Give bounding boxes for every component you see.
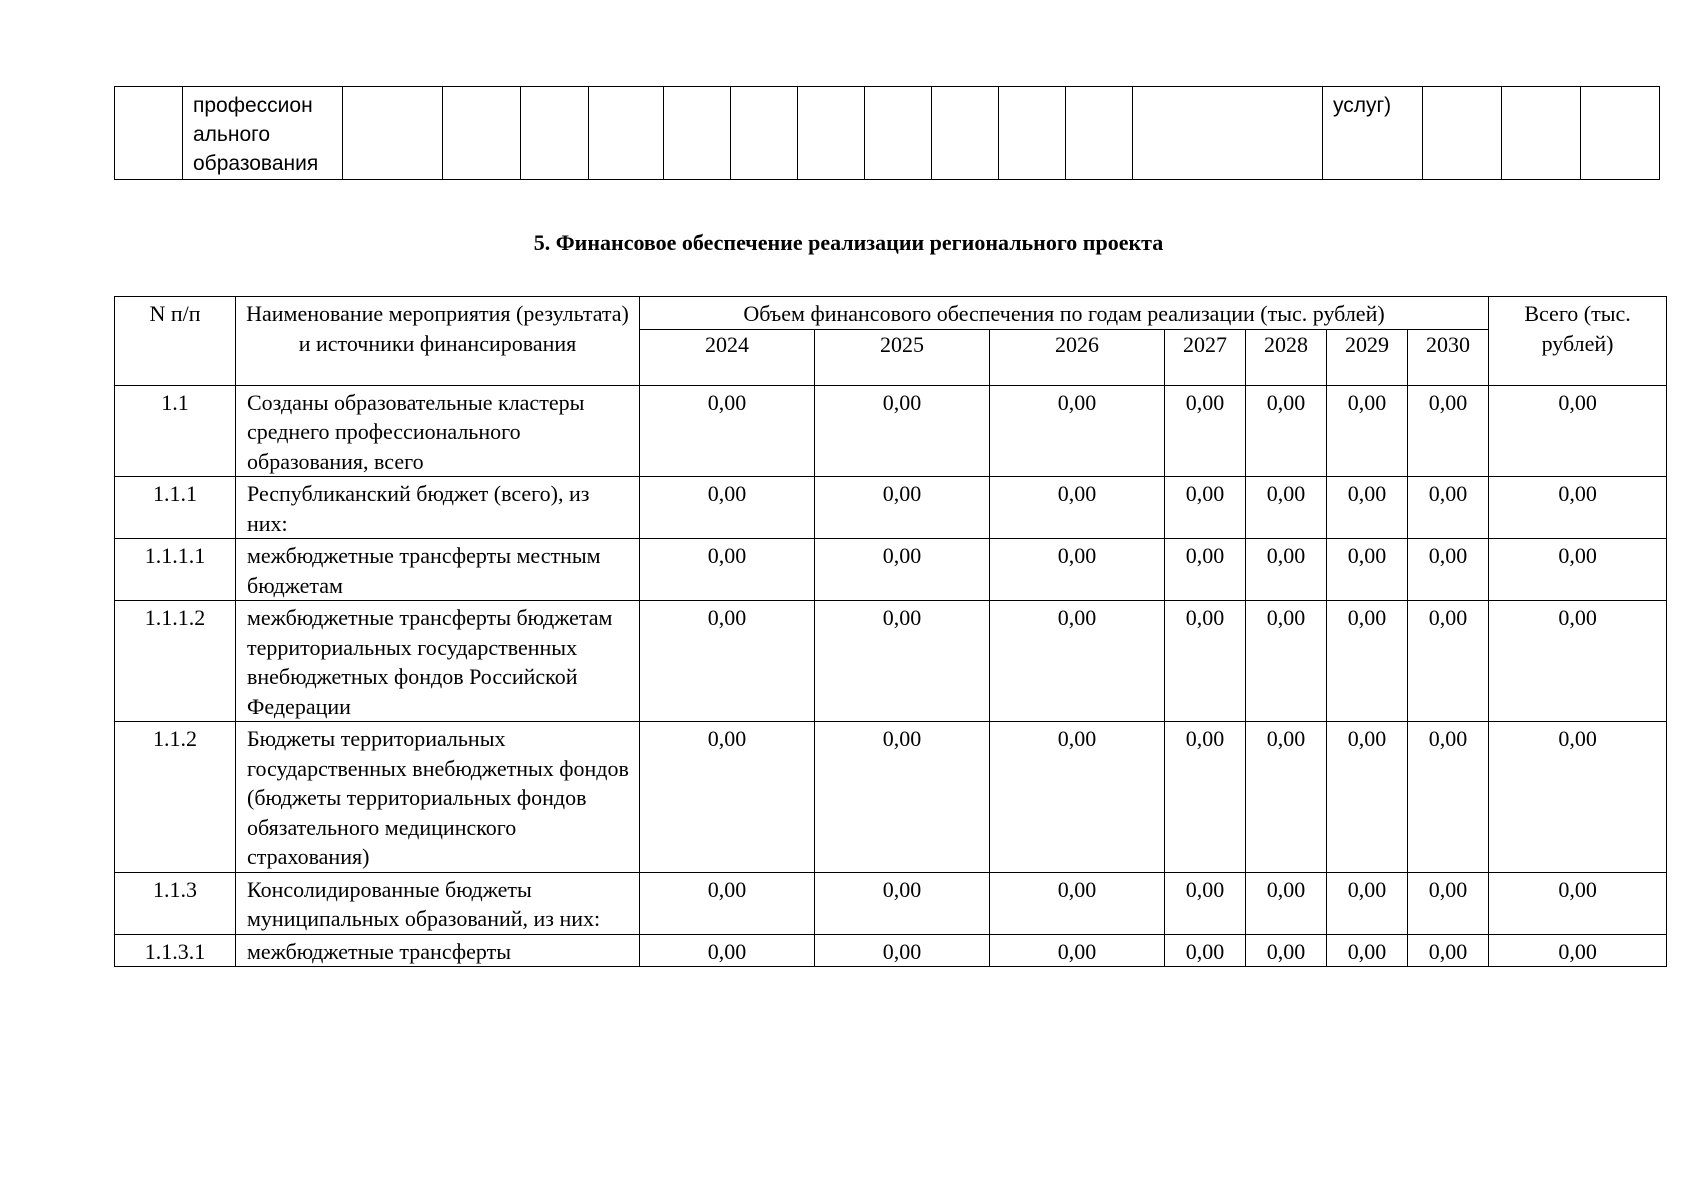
row-number: 1.1 [115,385,236,477]
year-value: 0,00 [990,722,1165,873]
table-cell [521,87,589,180]
section-title: 5. Финансовое обеспечение реализации регионального проекта [533,230,1164,255]
year-value: 0,00 [815,722,990,873]
row-total: 0,00 [1489,385,1667,477]
year-value: 0,00 [640,385,815,477]
year-value: 0,00 [1165,477,1246,539]
financing-table [114,296,1667,967]
year-value: 0,00 [1246,385,1327,477]
table-cell [798,87,865,180]
row-total: 0,00 [1489,872,1667,934]
table-cell [1581,87,1660,180]
year-value: 0,00 [1408,385,1489,477]
table-header-row [115,297,1667,330]
header-year: 2029 [1327,329,1408,385]
year-value: 0,00 [815,872,990,934]
header-volume: Объем финансового обеспечения по годам реализации (тыс. рублей) [640,297,1489,330]
year-value: 0,00 [815,934,990,967]
year-value: 0,00 [1327,872,1408,934]
year-value: 0,00 [1327,601,1408,722]
table-cell [1133,87,1323,180]
row-name: Бюджеты территориальных государственных внебюджетных фондов (бюджеты территориальных фондов обязательного медицинского страхования) [236,722,640,873]
table-cell [115,87,183,180]
year-value: 0,00 [1246,477,1327,539]
table-cell [343,87,443,180]
header-year: 2025 [815,329,990,385]
year-value: 0,00 [1246,872,1327,934]
year-value: 0,00 [1327,477,1408,539]
year-value: 0,00 [1327,934,1408,967]
table-row [115,934,1667,967]
year-value: 0,00 [1408,722,1489,873]
year-value: 0,00 [1246,601,1327,722]
row-number: 1.1.1.2 [115,601,236,722]
year-value: 0,00 [1408,872,1489,934]
table-cell: профессион ального образования [183,87,343,180]
table-cell [1423,87,1502,180]
year-value: 0,00 [1408,934,1489,967]
row-number: 1.1.1.1 [115,539,236,601]
year-value: 0,00 [990,934,1165,967]
year-value: 0,00 [1165,385,1246,477]
year-value: 0,00 [640,872,815,934]
header-year: 2024 [640,329,815,385]
year-value: 0,00 [1246,934,1327,967]
table-cell [664,87,731,180]
header-year: 2026 [990,329,1165,385]
table-row [115,601,1667,722]
row-name: межбюджетные трансферты [236,934,640,967]
year-value: 0,00 [640,477,815,539]
year-value: 0,00 [815,539,990,601]
table-cell [1502,87,1581,180]
year-value: 0,00 [1408,539,1489,601]
row-number: 1.1.3 [115,872,236,934]
table-cell [443,87,521,180]
row-total: 0,00 [1489,477,1667,539]
year-value: 0,00 [1327,385,1408,477]
row-total: 0,00 [1489,722,1667,873]
year-value: 0,00 [640,722,815,873]
year-value: 0,00 [1165,872,1246,934]
row-name: межбюджетные трансферты бюджетам территориальных государственных внебюджетных фондов Российской Федерации [236,601,640,722]
header-number: N п/п [115,297,236,386]
table-cell [589,87,664,180]
table-cell [731,87,798,180]
header-name: Наименование мероприятия (результата) и источники финансирования [236,297,640,386]
year-value: 0,00 [990,385,1165,477]
table-row [115,722,1667,873]
header-year: 2030 [1408,329,1489,385]
row-number: 1.1.1 [115,477,236,539]
year-value: 0,00 [990,477,1165,539]
row-name: Консолидированные бюджеты муниципальных образований, из них: [236,872,640,934]
row-number: 1.1.2 [115,722,236,873]
row-total: 0,00 [1489,539,1667,601]
table-cell [932,87,999,180]
year-value: 0,00 [1246,722,1327,873]
table-row [115,385,1667,477]
year-value: 0,00 [1408,477,1489,539]
year-value: 0,00 [1327,722,1408,873]
year-value: 0,00 [1165,934,1246,967]
table-row [115,872,1667,934]
year-value: 0,00 [990,601,1165,722]
year-value: 0,00 [815,385,990,477]
table-cell: услуг) [1323,87,1423,180]
year-value: 0,00 [1408,601,1489,722]
year-value: 0,00 [815,601,990,722]
year-value: 0,00 [640,601,815,722]
row-name: Созданы образовательные кластеры среднего профессионального образования, всего [236,385,640,477]
table-cell [999,87,1066,180]
year-value: 0,00 [990,872,1165,934]
previous-table-fragment [114,86,1660,180]
row-name: Республиканский бюджет (всего), из них: [236,477,640,539]
table-row [115,477,1667,539]
year-value: 0,00 [815,477,990,539]
row-name: межбюджетные трансферты местным бюджетам [236,539,640,601]
year-value: 0,00 [1165,601,1246,722]
row-number: 1.1.3.1 [115,934,236,967]
year-value: 0,00 [990,539,1165,601]
previous-table-row [115,87,1660,180]
year-value: 0,00 [1246,539,1327,601]
table-row [115,539,1667,601]
year-value: 0,00 [640,934,815,967]
row-total: 0,00 [1489,601,1667,722]
table-cell [1066,87,1133,180]
year-value: 0,00 [1165,722,1246,873]
header-total: Всего (тыс. рублей) [1489,297,1667,386]
year-value: 0,00 [1327,539,1408,601]
year-value: 0,00 [1165,539,1246,601]
year-value: 0,00 [640,539,815,601]
header-year: 2027 [1165,329,1246,385]
table-cell [865,87,932,180]
row-total: 0,00 [1489,934,1667,967]
header-year: 2028 [1246,329,1327,385]
